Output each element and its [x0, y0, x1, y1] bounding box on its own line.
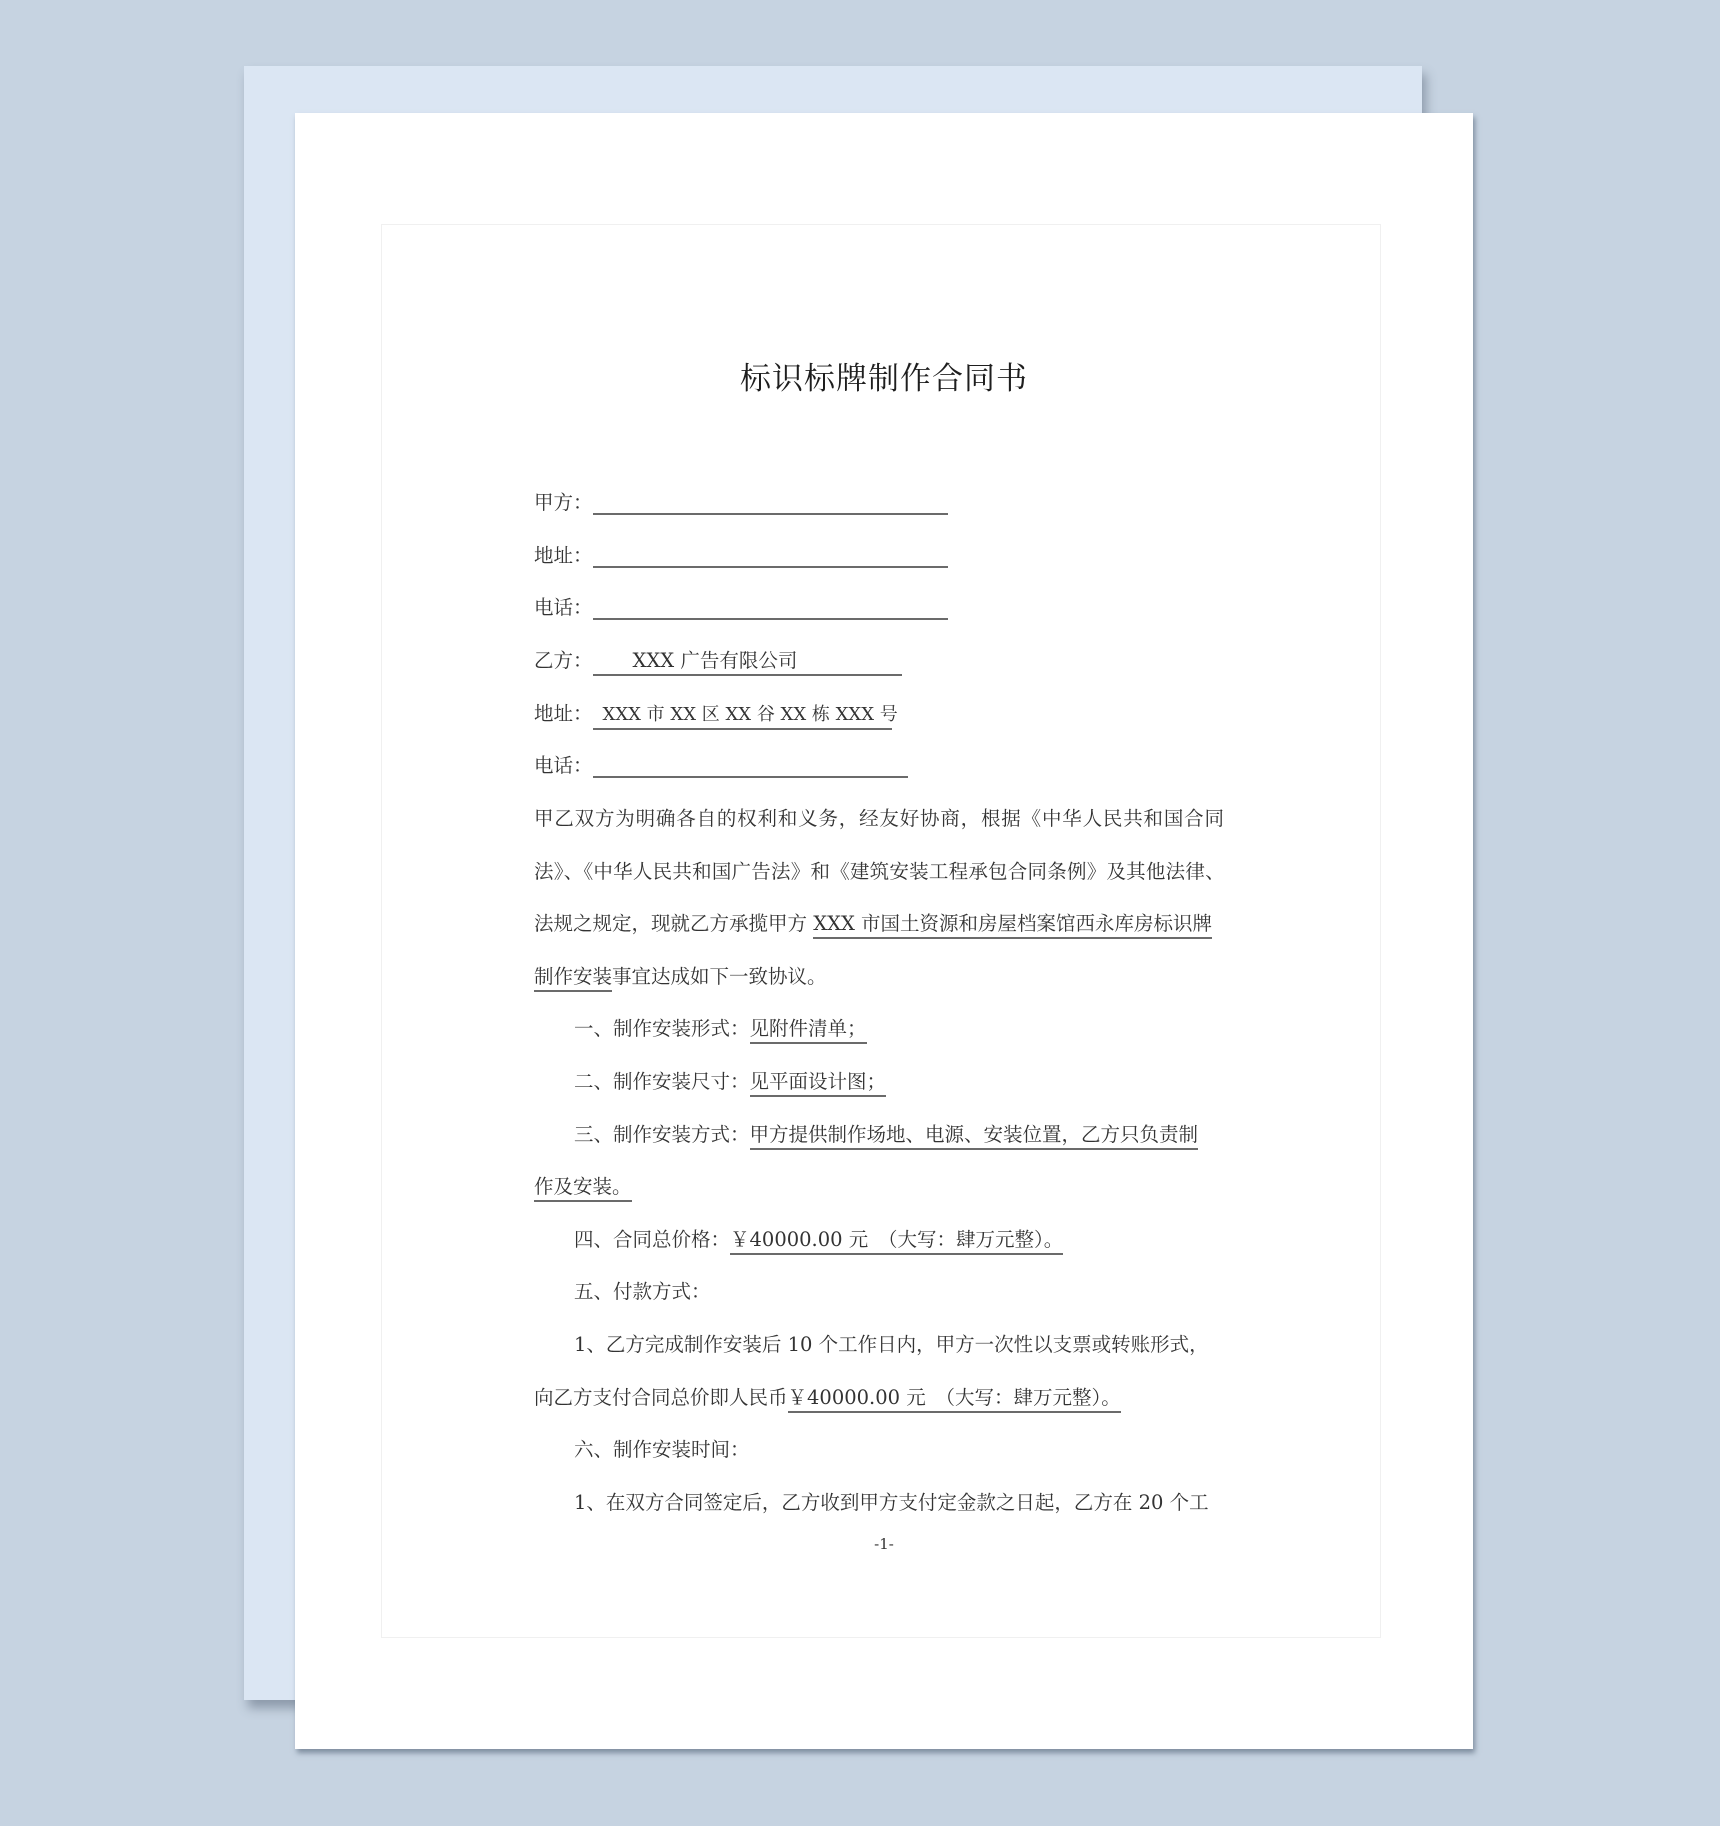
clause-1-value: 见附件清单；	[750, 1016, 867, 1044]
clause-2-value: 见平面设计图；	[750, 1069, 887, 1097]
party-a-name-label: 甲方：	[534, 491, 593, 514]
party-a-phone-label: 电话：	[534, 596, 593, 619]
clause-3-value-line-2: 作及安装。	[534, 1174, 632, 1202]
preamble-line-2: 法》、《中华人民共和国广告法》和《建筑安装工程承包合同条例》及其他法律、	[534, 860, 1224, 883]
clause-6-label: 六、制作安装时间：	[574, 1438, 750, 1461]
clause-5-item-1: 1、乙方完成制作安装后 10 个工作日内，甲方一次性以支票或转账形式，	[574, 1333, 1209, 1356]
clause-2	[574, 1067, 886, 1097]
party-a-name-field[interactable]	[593, 491, 948, 515]
party-b-address-row	[534, 699, 898, 729]
clause-4	[574, 1225, 1063, 1255]
clause-4-label: 四、合同总价格：	[574, 1228, 731, 1251]
contract-total-price: ￥40000.00 元 （大写：肆万元整）。	[730, 1227, 1063, 1255]
clause-2-label: 二、制作安装尺寸：	[574, 1070, 750, 1093]
party-b-name-row	[534, 646, 902, 676]
project-scope-underlined: 制作安装	[534, 964, 612, 992]
party-a-address-row	[534, 541, 948, 571]
party-b-address-label: 地址：	[534, 702, 593, 725]
clause-5-label: 五、付款方式：	[574, 1280, 711, 1303]
party-a-address-label: 地址：	[534, 544, 593, 567]
preamble-line-1: 甲乙双方为明确各自的权利和义务，经友好协商，根据《中华人民共和国合同	[534, 807, 1224, 830]
party-b-phone-row	[534, 751, 908, 781]
payment-amount: ￥40000.00 元 （大写：肆万元整）。	[788, 1385, 1121, 1413]
clause-1	[574, 1014, 867, 1044]
preamble-line-4	[534, 962, 827, 992]
clause-1-label: 一、制作安装形式：	[574, 1017, 750, 1040]
party-b-name-field[interactable]: XXX 广告有限公司	[593, 648, 902, 676]
project-name-underlined: XXX 市国土资源和房屋档案馆西永库房标识牌	[813, 911, 1212, 939]
party-a-phone-row	[534, 593, 948, 623]
clause-6-item-1: 1、在双方合同签定后，乙方收到甲方支付定金款之日起，乙方在 20 个工	[574, 1491, 1209, 1514]
document-page	[295, 113, 1473, 1749]
clause-3-label: 三、制作安装方式：	[574, 1123, 750, 1146]
clause-5-item-1-text: 向乙方支付合同总价即人民币	[534, 1386, 788, 1409]
party-b-name-label: 乙方：	[534, 649, 593, 672]
preamble-line-3	[534, 909, 1212, 939]
party-a-phone-field[interactable]	[593, 596, 948, 620]
clause-3	[574, 1120, 1198, 1150]
party-b-phone-field[interactable]	[593, 754, 908, 778]
clause-3-continued	[534, 1172, 632, 1202]
clause-6	[574, 1435, 750, 1465]
party-b-phone-label: 电话：	[534, 754, 593, 777]
preamble-line-3-text: 法规之规定，现就乙方承揽甲方	[534, 912, 814, 935]
party-a-name-row	[534, 488, 948, 518]
clause-5	[574, 1277, 711, 1307]
clause-5-item-1-continued	[534, 1383, 1121, 1413]
preamble-line-4-text: 事宜达成如下一致协议。	[612, 965, 827, 988]
document-title: 标识标牌制作合同书	[740, 361, 1028, 397]
page-number: -1-	[874, 1535, 894, 1553]
clause-3-value-line-1: 甲方提供制作场地、电源、安装位置，乙方只负责制	[750, 1122, 1199, 1150]
party-b-address-field[interactable]: XXX 市 XX 区 XX 谷 XX 栋 XXX 号	[593, 702, 892, 730]
party-a-address-field[interactable]	[593, 544, 948, 568]
